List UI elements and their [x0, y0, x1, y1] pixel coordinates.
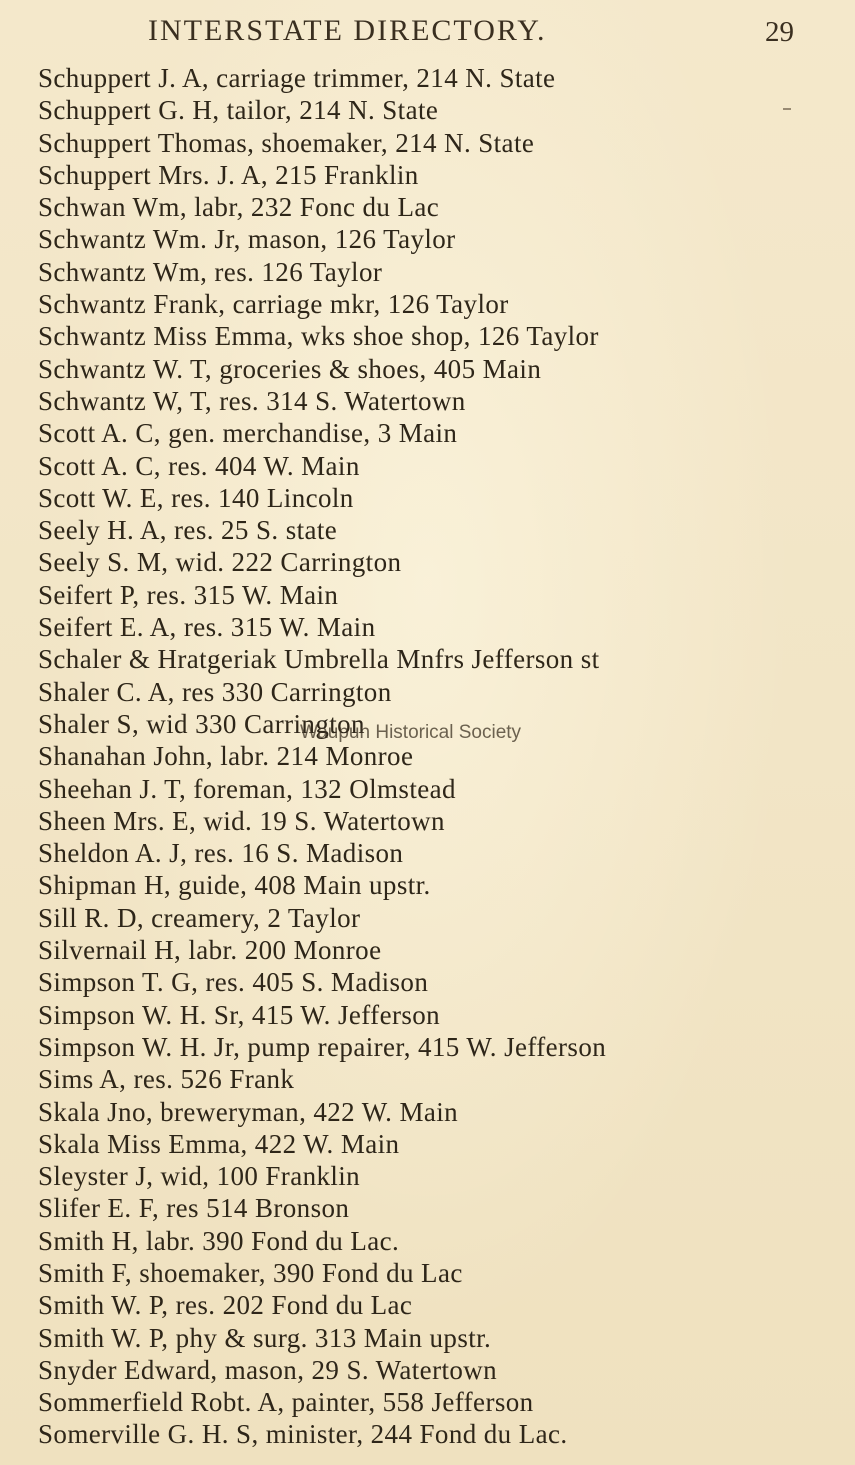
directory-entry: Schwantz Frank, carriage mkr, 126 Taylor — [38, 289, 509, 320]
directory-entry: Sheehan J. T, foreman, 132 Olmstead — [38, 773, 456, 804]
directory-entry: Sheen Mrs. E, wid. 19 S. Watertown — [38, 805, 445, 836]
directory-entry: Schwan Wm, labr, 232 Fonc du Lac — [38, 192, 440, 223]
directory-entry: Somerville G. H. S, minister, 244 Fond du Lac. — [38, 1419, 568, 1450]
directory-entry: Schwantz Wm, res. 126 Taylor — [38, 256, 383, 287]
directory-entry: Sleyster J, wid, 100 Franklin — [38, 1161, 361, 1192]
running-title: INTERSTATE DIRECTORY. — [148, 14, 547, 47]
directory-entry: Sheldon A. J, res. 16 S. Madison — [38, 838, 404, 869]
directory-entry: Smith W. P, phy & surg. 313 Main upstr. — [38, 1322, 492, 1353]
directory-entry: Simpson W. H. Jr, pump repairer, 415 W. Jefferson — [38, 1031, 607, 1062]
page-number: 29 — [765, 16, 794, 48]
directory-entry: Simpson T. G, res. 405 S. Madison — [38, 967, 429, 998]
directory-entry: Simpson W. H. Sr, 415 W. Jefferson — [38, 999, 441, 1030]
directory-entry: Seifert P, res. 315 W. Main — [38, 579, 339, 610]
directory-entry: Seely S. M, wid. 222 Carrington — [38, 547, 402, 578]
page-header — [0, 14, 855, 54]
directory-entry: Sommerfield Robt. A, painter, 558 Jefferson — [38, 1387, 534, 1418]
directory-entry: Snyder Edward, mason, 29 S. Watertown — [38, 1354, 498, 1385]
directory-entry: Schuppert G. H, tailor, 214 N. State — [38, 95, 439, 126]
directory-entry: Schwantz W, T, res. 314 S. Watertown — [38, 385, 466, 416]
directory-entry: Schwantz Wm. Jr, mason, 126 Taylor — [38, 224, 456, 255]
watermark-text: Waupun Historical Society — [300, 722, 522, 743]
directory-entry: Schuppert Thomas, shoemaker, 214 N. State — [38, 127, 535, 158]
directory-entry: Skala Miss Emma, 422 W. Main — [38, 1128, 400, 1159]
directory-entry: Schaler & Hratgeriak Umbrella Mnfrs Jefferson st — [38, 644, 600, 675]
directory-entry: Schwantz Miss Emma, wks shoe shop, 126 Taylor — [38, 321, 599, 352]
directory-entry: Seifert E. A, res. 315 W. Main — [38, 612, 376, 643]
directory-entry: Slifer E. F, res 514 Bronson — [38, 1193, 350, 1224]
directory-entry: Shanahan John, labr. 214 Monroe — [38, 741, 414, 772]
directory-listing — [38, 62, 848, 1451]
directory-entry: Smith W. P, res. 202 Fond du Lac — [38, 1290, 413, 1321]
directory-entry: Shaler C. A, res 330 Carrington — [38, 676, 392, 707]
directory-entry: Shipman H, guide, 408 Main upstr. — [38, 870, 431, 901]
directory-entry: Scott A. C, gen. merchandise, 3 Main — [38, 418, 458, 449]
directory-entry: Seely H. A, res. 25 S. state — [38, 515, 338, 546]
directory-entry: Sill R. D, creamery, 2 Taylor — [38, 902, 361, 933]
directory-entry: Smith H, labr. 390 Fond du Lac. — [38, 1225, 400, 1256]
directory-entry: Shaler S, wid 330 Carrington — [38, 708, 365, 739]
directory-entry: Schwantz W. T, groceries & shoes, 405 Main — [38, 353, 542, 384]
directory-entry: Smith F, shoemaker, 390 Fond du Lac — [38, 1257, 463, 1288]
directory-entry: Schuppert Mrs. J. A, 215 Franklin — [38, 159, 419, 190]
directory-entry: Scott W. E, res. 140 Lincoln — [38, 482, 354, 513]
directory-entry: Sims A, res. 526 Frank — [38, 1064, 295, 1095]
directory-entry: Schuppert J. A, carriage trimmer, 214 N. State — [38, 63, 556, 93]
directory-entry: Silvernail H, labr. 200 Monroe — [38, 935, 382, 966]
directory-entry: Scott A. C, res. 404 W. Main — [38, 450, 360, 481]
directory-entry: Skala Jno, breweryman, 422 W. Main — [38, 1096, 459, 1127]
